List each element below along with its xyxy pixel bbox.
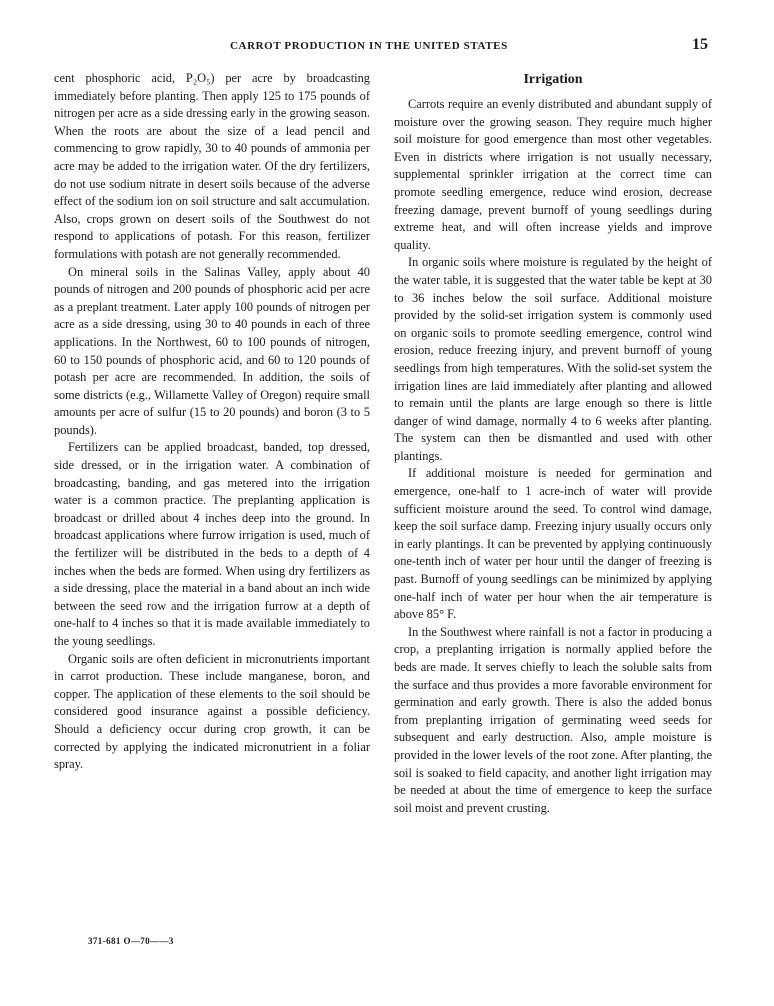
paragraph-irrigation-intro: Carrots require an evenly distributed and abundant supply of moisture over the growing season. They require much higher soil moisture for good emergence than most other vegetables. Even in districts where irrigation is not usually necessary, supplemental sprinkler irrigation at the correct time can promote seedling emergence, reduce wind erosion, decrease freezing damage, prevent burnoff of young seedlings during extreme heat, and will often increase yields and improve quality. xyxy=(394,97,712,252)
left-column xyxy=(54,70,370,774)
paragraph-organic-soils: In organic soils where moisture is regulated by the height of the water table, it is suggested that the water table be kept at 30 to 36 inches below the soil surface. Additional moisture provided by the solid-set irrigation system is commonly used on organic soils to promote seedling emergence, control wind erosion, reduce freezing injury, and prevent burnoff of young seedlings from high temperatures. With the solid-set system the irrigation lines are laid immediately after planting and allowed to remain until the plants are large enough so there is little danger of wind damage, normally 4 to 6 weeks after planting. The system can then be dismantled and used with other plantings. xyxy=(394,255,712,463)
paragraph-fertilizer-application: Fertilizers can be applied broadcast, banded, top dressed, side dressed, or in the irrigation water. A combination of broadcasting, banding, and gas metered into the irrigation water is a common practice. The preplanting application is broadcast or drilled about 4 inches deep into the ground. In broadcast applications where furrow irrigation is used, much of the fertilizer will be distributed in the beds to a depth of 4 inches when the beds are formed. When using dry fertilizers as a side dressing, place the material in a band about an inch wide between the seed row and the irrigation furrow at a depth of one-half to 4 inches so that it is made available immediately to the young seedlings. xyxy=(54,440,370,648)
paragraph-southwest: In the Southwest where rainfall is not a factor in producing a crop, a preplanting irrigation is normally applied before the beds are made. It serves chiefly to leach the soluble salts from the surface and thus provides a more favorable environment for germination and early growth. There is also the added bonus from preplanting irrigation of germinating weed seeds for subsequent and early destruction. Also, ample moisture is provided in the lower levels of the root zone. After planting, the soil is soaked to field capacity, and another light irrigation may be needed at about the time of emergence to keep the surface soil moist and prevent crusting. xyxy=(394,624,712,815)
footer-print-code: 371-681 O—70——3 xyxy=(88,936,174,946)
page-number: 15 xyxy=(692,36,708,53)
paragraph-fertilizer-continued: cent phosphoric acid, P₂O₅) per acre by broadcasting immediately before planting. Then apply 125 to 175 pounds of nitrogen per acre as a side dressing early in the growing season. When the roots are about the size of a lead pencil and commencing to grow rapidly, 30 to 40 pounds of ammonia per acre may be added to the irrigation water. Of the dry fertilizers, do not use sodium nitrate in desert soils because of the adverse effect of the sodium ion on soil structure and salt accumulation. Also, crops grown on desert soils of the Southwest do not respond to applications of potash. For this reason, fertilizer formulations with potash are not generally recommended. xyxy=(54,71,370,261)
paragraph-additional-moisture: If additional moisture is needed for germination and emergence, one-half to 1 acre-inch of water will provide sufficient moisture around the seed. To control wind damage, keep the soil surface damp. Freezing injury usually occurs only in early plantings. It can be prevented by applying continuously one-tenth inch of water per hour until the danger of freezing is past. Burnoff of young seedlings can be minimized by applying one-half inch of water per hour when the air temperature is above 85° F. xyxy=(394,466,712,622)
right-column xyxy=(394,70,712,817)
section-heading-irrigation: Irrigation xyxy=(523,72,583,87)
paragraph-mineral-soils: On mineral soils in the Salinas Valley, apply about 40 pounds of nitrogen and 200 pounds of phosphoric acid per acre as a preplant treatment. Later apply 100 pounds of nitrogen per acre as a side dressing, using 30 to 40 pounds in each of three applications. In the Northwest, 60 to 100 pounds of nitrogen, 60 to 150 pounds of phosphoric acid, and 60 to 120 pounds of potash per acre are recommended. In addition, the soils of some districts (e.g., Willamette Valley of Oregon) require small amounts per acre of sulfur (15 to 20 pounds) and boron (3 to 5 pounds). xyxy=(54,264,370,437)
paragraph-micronutrients: Organic soils are often deficient in micronutrients important in carrot production. These include manganese, boron, and copper. The application of these elements to the soil should be considered good insurance against a possible deficiency. Should a deficiency occur during crop growth, it can be corrected by applying the indicated micronutrient in a foliar spray. xyxy=(54,651,370,772)
running-title: CARROT PRODUCTION IN THE UNITED STATES xyxy=(230,40,508,52)
